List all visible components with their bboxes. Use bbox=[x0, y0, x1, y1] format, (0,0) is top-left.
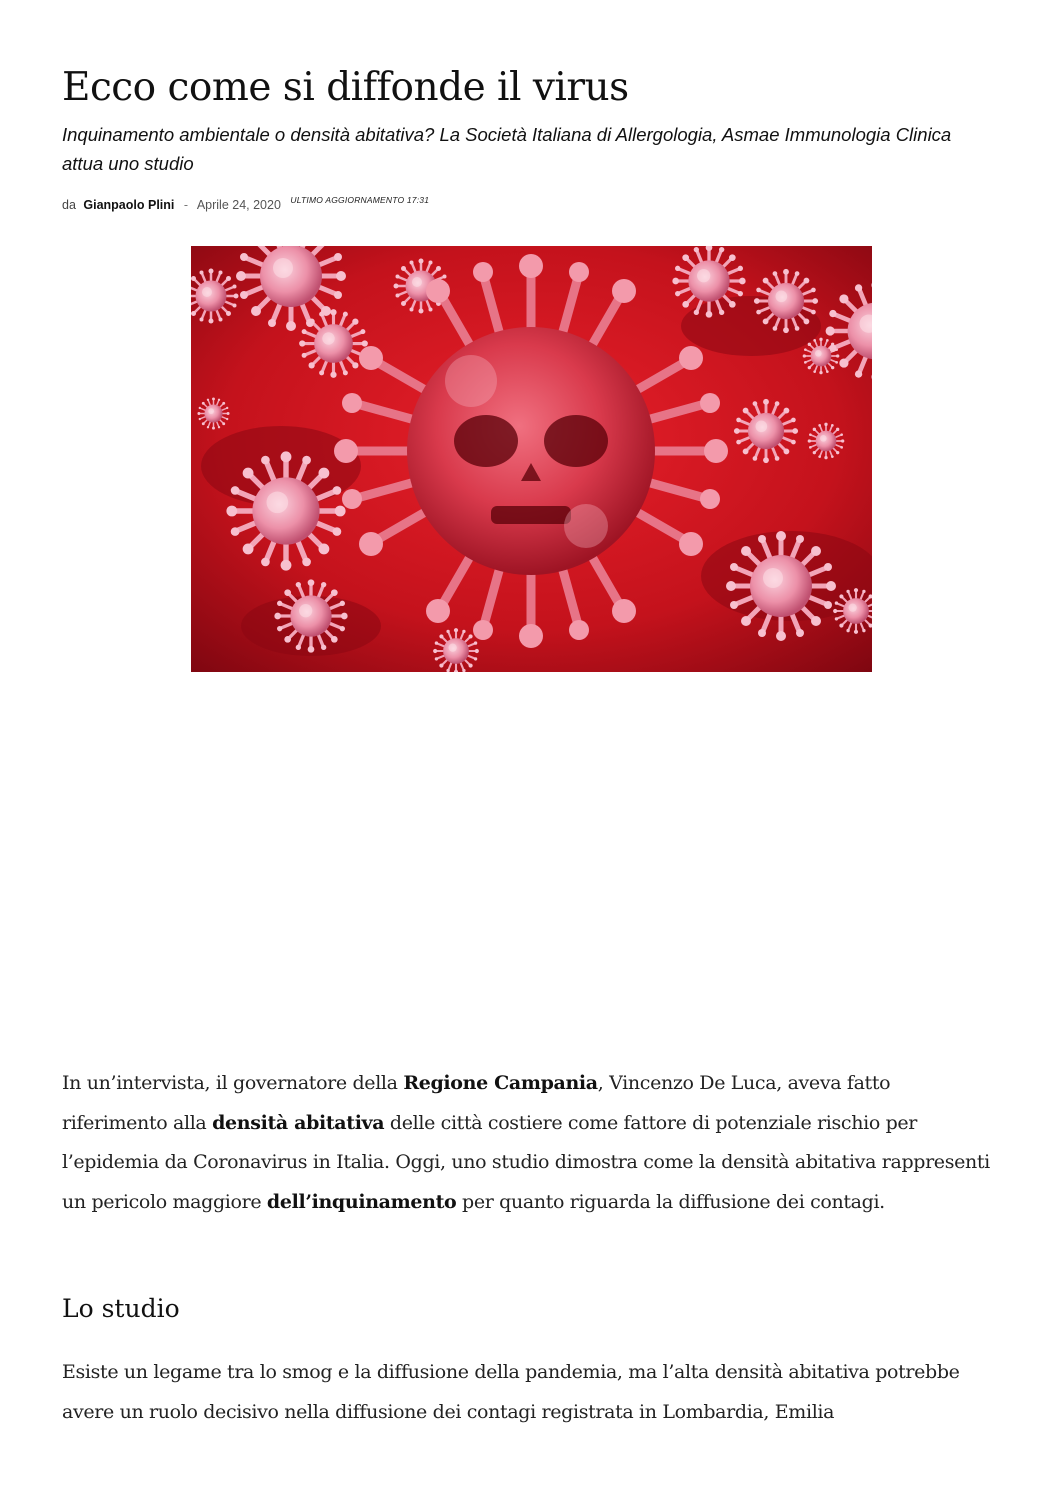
intro-paragraph bbox=[62, 1064, 992, 1222]
intro-text-4: per quanto riguarda la diffusione dei contagi. bbox=[456, 1190, 885, 1213]
meta-separator: - bbox=[183, 198, 189, 212]
intro-bold-region: Regione Campania bbox=[403, 1072, 598, 1094]
intro-text-3: delle città costiere come fattore di potenziale rischio per l’epidemia da Coronavirus in Italia. Oggi, uno studio dimostra come la densità abitativa rappresenti un pericolo maggiore bbox=[62, 1111, 990, 1213]
article-title: Ecco come si diffonde il virus bbox=[62, 65, 629, 110]
article-meta bbox=[62, 195, 430, 212]
by-label: da bbox=[62, 198, 76, 212]
intro-text-1: In un’intervista, il governatore della bbox=[62, 1072, 404, 1094]
coronavirus-illustration-icon bbox=[191, 246, 872, 672]
article-subtitle: Inquinamento ambientale o densità abitativa? La Società Italiana di Allergologia, Asmae Immunologia Clinica attua uno studio bbox=[62, 124, 952, 174]
intro-text-2: , Vincenzo De Luca, aveva fatto riferimento alla bbox=[62, 1072, 891, 1134]
study-paragraph: Esiste un legame tra lo smog e la diffusione della pandemia, ma l’alta densità abitativa potrebbe avere un ruolo decisivo nella diffusione dei contagi registrata in Lombardia, Emilia bbox=[62, 1361, 960, 1423]
section-heading: Lo studio bbox=[62, 1294, 180, 1323]
hero-image bbox=[191, 246, 872, 672]
last-updated: ULTIMO AGGIORNAMENTO 17:31 bbox=[290, 195, 430, 205]
publish-date: Aprile 24, 2020 bbox=[196, 198, 281, 212]
author-link[interactable]: Gianpaolo Plini bbox=[83, 198, 175, 212]
intro-bold-pollution: dell’inquinamento bbox=[266, 1190, 457, 1213]
intro-bold-density: densità abitativa bbox=[212, 1111, 385, 1134]
